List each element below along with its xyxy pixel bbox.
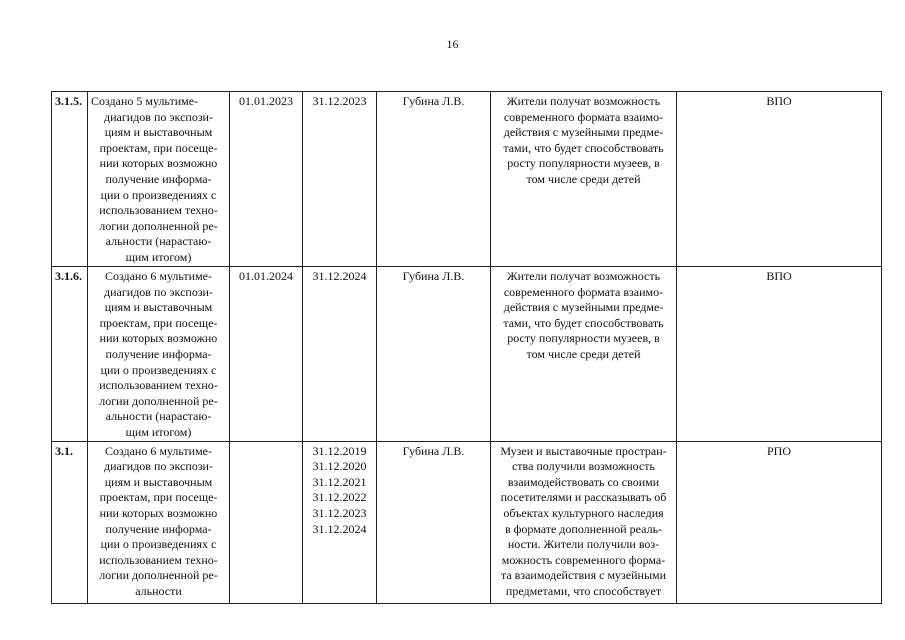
description-line: нии которых возможно	[99, 156, 218, 171]
start-date	[230, 441, 303, 603]
result-line: современного формата взаимо-	[503, 284, 664, 299]
row-number: 3.1.6.	[52, 267, 88, 442]
result-line: действия с музейными предме-	[503, 125, 664, 140]
result-line: ности. Жители получили воз-	[507, 537, 660, 552]
table-row	[52, 441, 882, 603]
result-line: росту популярности музеев, в	[507, 331, 660, 346]
result-line: тами, что будет способствовать	[503, 140, 664, 155]
description-line: проектам, при посеще-	[99, 490, 218, 505]
plan-table	[51, 91, 882, 604]
end-date: 31.12.2023	[312, 505, 367, 520]
description-line: диагидов по экспози-	[104, 109, 213, 124]
row-number: 3.1.	[52, 441, 88, 603]
expected-result	[491, 441, 677, 603]
description-line: нии которых возможно	[99, 505, 218, 520]
result-line: объектах культурного наследия	[503, 505, 664, 520]
result-line: том числе среди детей	[526, 346, 641, 361]
description-line: циям и выставочным	[104, 300, 213, 315]
description-line: использованием техно-	[99, 378, 218, 393]
description-line: ции о произведениях с	[100, 187, 217, 202]
result-line: росту популярности музеев, в	[507, 156, 660, 171]
description-line: ции о произведениях с	[100, 537, 217, 552]
description-line: Создано 6 мультиме-	[104, 443, 213, 458]
page-number: 16	[446, 37, 459, 51]
start-date: 01.01.2024	[230, 267, 303, 442]
row-number: 3.1.5.	[52, 92, 88, 267]
result-line: предметами, что способствует	[505, 583, 662, 598]
end-date: 31.12.2019	[312, 443, 367, 458]
result-line: ства получили возможность	[511, 459, 656, 474]
result-line: современного формата взаимо-	[503, 109, 664, 124]
result-line: посетителями и рассказывать об	[500, 490, 667, 505]
description-line: диагидов по экспози-	[104, 459, 213, 474]
result-line: можность современного форма-	[501, 552, 666, 567]
description-line: получение информа-	[105, 346, 212, 361]
end-dates	[303, 441, 377, 603]
responsible-person: Губина Л.В.	[377, 441, 491, 603]
result-line: том числе среди детей	[526, 171, 641, 186]
event-description	[88, 441, 230, 603]
description-line: альности (нарастаю-	[105, 409, 212, 424]
description-line: щим итогом)	[125, 424, 192, 439]
description-line: использованием техно-	[99, 203, 218, 218]
description-line: логии дополненной ре-	[99, 218, 218, 233]
table-row	[52, 92, 882, 267]
description-line: логии дополненной ре-	[99, 393, 218, 408]
description-line: логии дополненной ре-	[99, 568, 218, 583]
description-line: Создано 5 мультиме-	[91, 94, 199, 108]
description-line: диагидов по экспози-	[104, 284, 213, 299]
end-date: 31.12.2023	[312, 94, 367, 108]
description-line: ции о произведениях с	[100, 362, 217, 377]
result-line: Жители получат возможность	[506, 269, 661, 283]
result-line: в формате дополненной реаль-	[504, 521, 663, 536]
document-type: ВПО	[677, 92, 882, 267]
start-date: 01.01.2023	[230, 92, 303, 267]
document-type: РПО	[677, 441, 882, 603]
table-row	[52, 267, 882, 442]
description-line: Создано 6 мультиме-	[104, 269, 213, 283]
end-dates	[303, 267, 377, 442]
end-date: 31.12.2020	[312, 459, 367, 474]
result-line: Музеи и выставочные простран-	[500, 443, 667, 458]
description-line: использованием техно-	[99, 552, 218, 567]
description-line: альности (нарастаю-	[105, 234, 212, 249]
result-line: действия с музейными предме-	[503, 300, 664, 315]
responsible-person: Губина Л.В.	[377, 92, 491, 267]
description-line: получение информа-	[105, 521, 212, 536]
end-date: 31.12.2022	[312, 490, 367, 505]
description-line: нии которых возможно	[99, 331, 218, 346]
description-line: проектам, при посеще-	[99, 140, 218, 155]
description-line: щим итогом)	[125, 249, 192, 264]
end-date: 31.12.2024	[312, 521, 367, 536]
result-line: Жители получат возможность	[506, 94, 661, 108]
expected-result	[491, 92, 677, 267]
description-line: альности	[135, 583, 182, 598]
result-line: взаимодействовать со своими	[507, 474, 660, 489]
end-date: 31.12.2021	[312, 474, 367, 489]
responsible-person: Губина Л.В.	[377, 267, 491, 442]
description-line: получение информа-	[105, 171, 212, 186]
description-line: циям и выставочным	[104, 125, 213, 140]
end-dates	[303, 92, 377, 267]
description-line: циям и выставочным	[104, 474, 213, 489]
event-description	[88, 267, 230, 442]
event-description	[88, 92, 230, 267]
result-line: та взаимодействия с музейными	[500, 568, 667, 583]
description-line: проектам, при посеще-	[99, 315, 218, 330]
document-type: ВПО	[677, 267, 882, 442]
result-line: тами, что будет способствовать	[503, 315, 664, 330]
end-date: 31.12.2024	[312, 269, 367, 283]
expected-result	[491, 267, 677, 442]
